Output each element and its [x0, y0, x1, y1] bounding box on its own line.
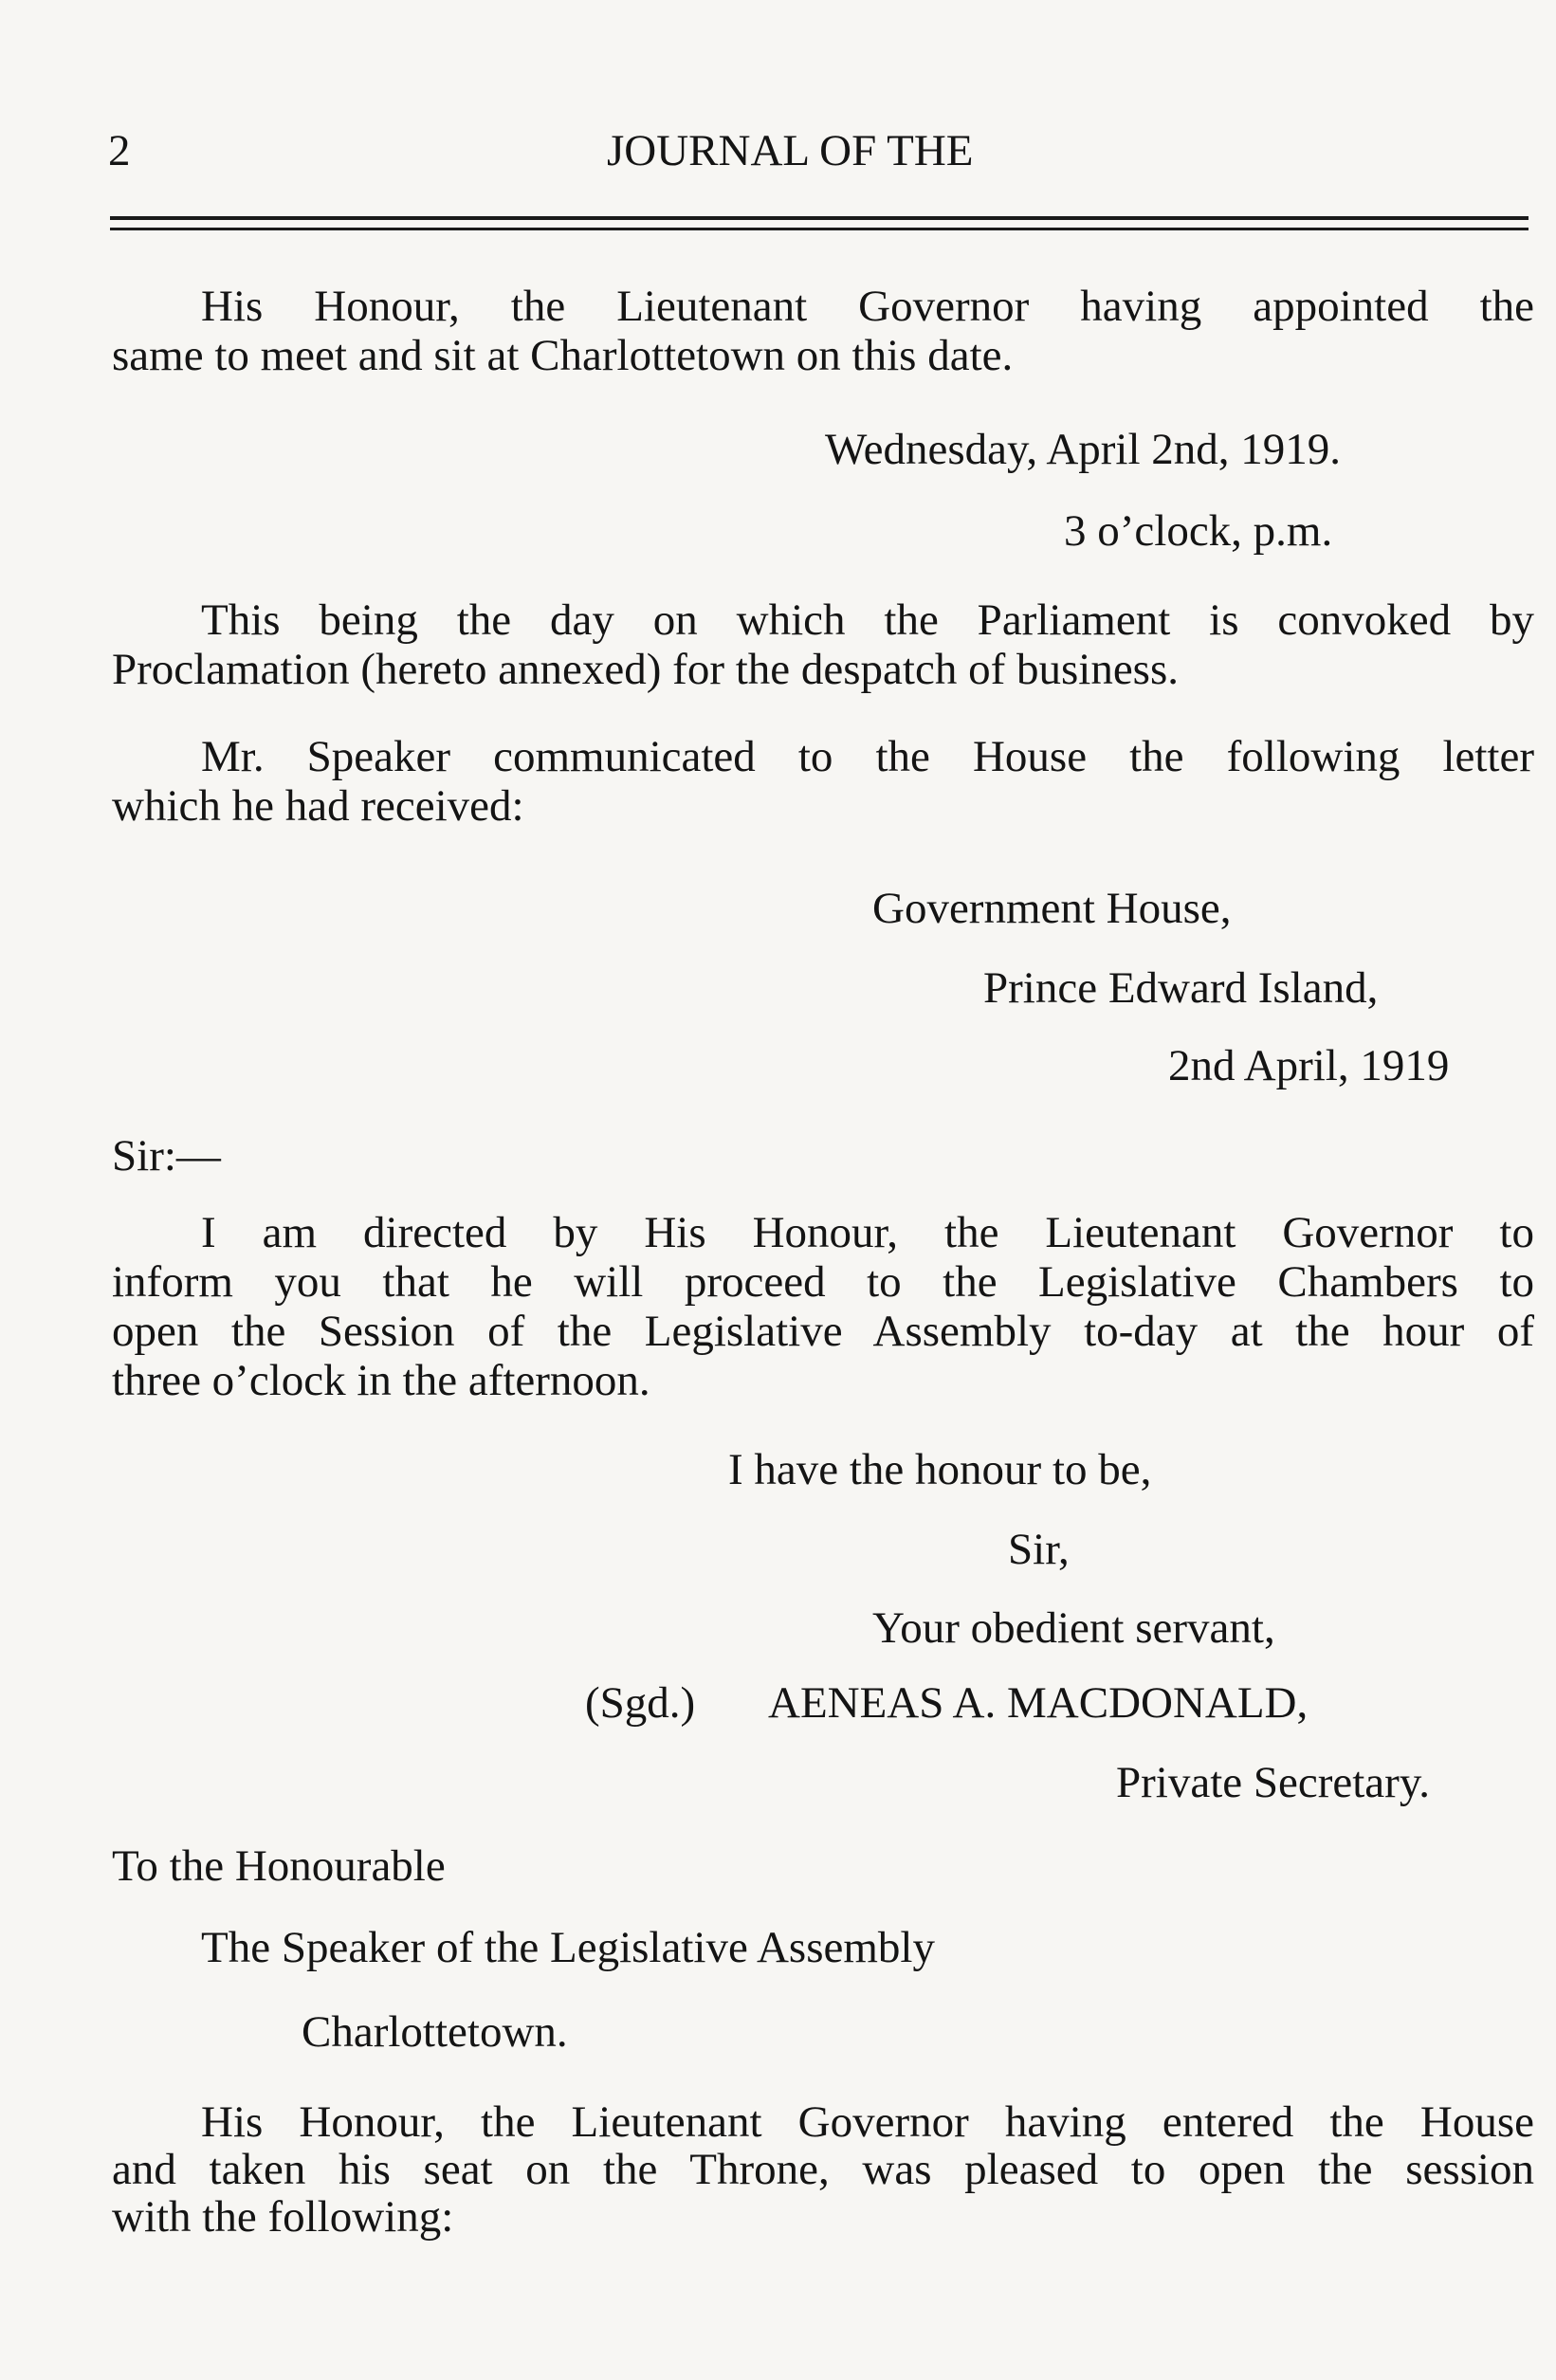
letter-date: 2nd April, 1919	[1168, 1041, 1450, 1090]
page-number: 2	[108, 126, 131, 175]
running-title: JOURNAL OF THE	[607, 126, 974, 175]
speaker-line-2: which he had received:	[112, 781, 524, 831]
proclamation-line-2: Proclamation (hereto annexed) for the despatch of business.	[112, 645, 1180, 694]
letter-address-1: Government House,	[872, 884, 1232, 933]
intro-line-2: same to meet and sit at Charlottetown on this date.	[112, 331, 1014, 380]
session-time: 3 o’clock, p.m.	[1064, 506, 1333, 556]
letter-body-line-4: three o’clock in the afternoon.	[112, 1356, 650, 1405]
signatory-title: Private Secretary.	[1116, 1758, 1431, 1807]
proclamation-line-1: This being the day on which the Parliament is convoked by	[201, 595, 1534, 645]
letter-body-line-3: open the Session of the Legislative Assembly to-day at the hour of	[112, 1307, 1534, 1356]
letter-closing-2: Sir,	[1008, 1525, 1070, 1574]
signatory-name: AENEAS A. MACDONALD,	[768, 1678, 1309, 1728]
header-rule-top	[110, 216, 1529, 220]
closing-paragraph-line-1: His Honour, the Lieutenant Governor having entered the House	[201, 2097, 1534, 2147]
letter-body-line-1: I am directed by His Honour, the Lieutenant Governor to	[201, 1208, 1534, 1257]
header-rule-bottom	[110, 228, 1529, 230]
recipient-line-3: Charlottetown.	[302, 2007, 568, 2057]
letter-address-2: Prince Edward Island,	[983, 963, 1379, 1013]
closing-paragraph-line-3: with the following:	[112, 2192, 454, 2242]
intro-line-1: His Honour, the Lieutenant Governor having appointed the	[201, 282, 1534, 331]
letter-body-line-2: inform you that he will proceed to the Legislative Chambers to	[112, 1257, 1534, 1307]
signed-prefix: (Sgd.)	[585, 1678, 696, 1728]
closing-paragraph-line-2: and taken his seat on the Throne, was pleased to open the session	[112, 2145, 1534, 2194]
speaker-line-1: Mr. Speaker communicated to the House the following letter	[201, 732, 1534, 781]
letter-closing-3: Your obedient servant,	[872, 1603, 1275, 1653]
letter-closing-1: I have the honour to be,	[728, 1445, 1152, 1494]
session-date: Wednesday, April 2nd, 1919.	[825, 425, 1342, 474]
letter-salutation: Sir:—	[112, 1131, 221, 1181]
recipient-line-1: To the Honourable	[112, 1841, 446, 1891]
recipient-line-2: The Speaker of the Legislative Assembly	[201, 1923, 935, 1972]
